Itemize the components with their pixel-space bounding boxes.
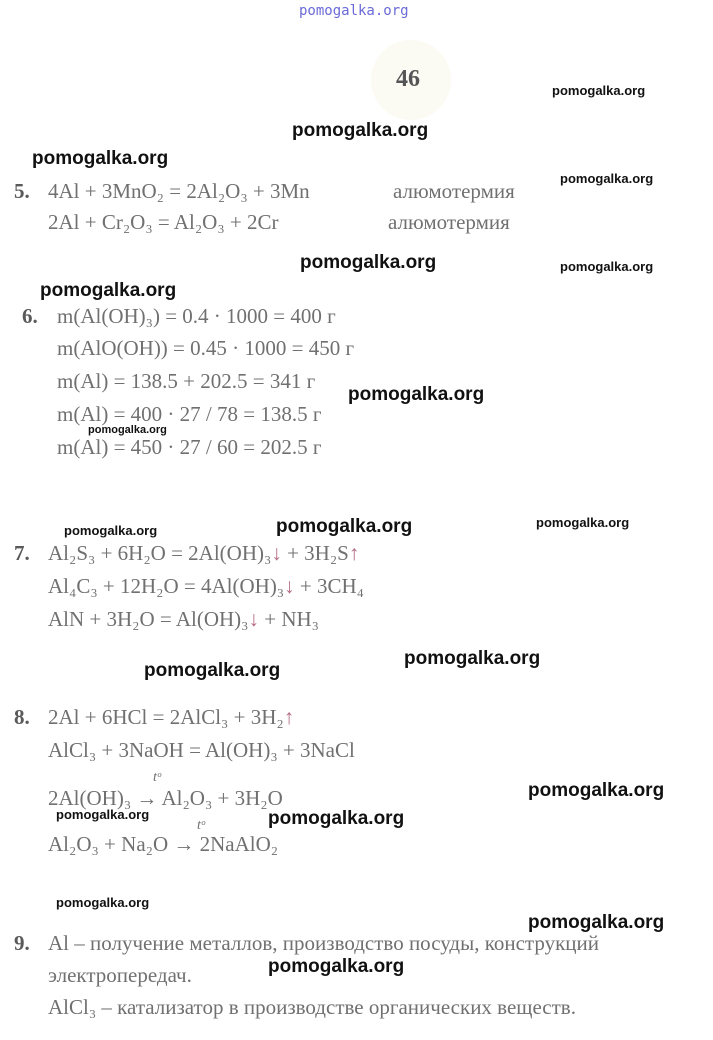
ex5-number: 5.: [14, 179, 30, 203]
watermark: pomogalka.org: [268, 956, 405, 977]
ex6-line-3: m(Al) = 138.5 + 202.5 = 341 г: [57, 369, 316, 393]
ex5-equation-1: 4Al + 3MnO₂ = 2Al₂O₃ + 3Mn: [48, 179, 310, 203]
page-number: 46: [396, 66, 420, 92]
watermark-top: pomogalka.org: [299, 3, 409, 19]
watermark: pomogalka.org: [88, 424, 167, 436]
precipitate-arrow: ↓: [284, 574, 295, 598]
precipitate-arrow: ↓: [248, 607, 259, 631]
ex8-equation-3: 2Al(OH)₃ → Al₂O₃ + 3H₂O: [48, 786, 283, 810]
watermark: pomogalka.org: [528, 780, 665, 801]
watermark: pomogalka.org: [292, 120, 429, 141]
watermark: pomogalka.org: [268, 808, 405, 829]
ex9-line-1: Al – получение металлов, производство посуды, конструкций: [48, 931, 599, 955]
ex9-number: 9.: [14, 931, 30, 955]
watermark: pomogalka.org: [276, 516, 413, 537]
ex6-line-4: m(Al) = 400 · 27 / 78 = 138.5 г: [57, 402, 322, 426]
watermark: pomogalka.org: [40, 280, 177, 301]
ex8-number: 8.: [14, 705, 30, 729]
ex7-equation-1: Al₂S₃ + 6H₂O = 2Al(OH)₃↓ + 3H₂S↑: [48, 541, 360, 565]
watermark: pomogalka.org: [536, 515, 630, 530]
ex6-number: 6.: [22, 304, 38, 328]
ex5-note-1: алюмотермия: [393, 179, 515, 203]
ex9-line-2: электропередач.: [48, 963, 192, 987]
heat-condition: tᵒ: [197, 818, 205, 833]
gas-arrow: ↑: [283, 705, 295, 729]
ex8-equation-4: Al₂O₃ + Na₂O → 2NaAlO₂: [48, 832, 279, 856]
reaction-arrow: →: [173, 832, 195, 856]
precipitate-arrow: ↓: [271, 541, 282, 565]
gas-arrow: ↑: [348, 541, 360, 565]
watermark: pomogalka.org: [552, 83, 646, 98]
watermark: pomogalka.org: [348, 384, 485, 405]
watermark: pomogalka.org: [560, 259, 654, 274]
ex6-line-5: m(Al) = 450 · 27 / 60 = 202.5 г: [57, 435, 322, 459]
reaction-arrow: →: [136, 786, 158, 810]
heat-condition: tᵒ: [153, 770, 161, 785]
ex5-equation-2: 2Al + Cr₂O₃ = Al₂O₃ + 2Cr: [48, 210, 279, 234]
watermark: pomogalka.org: [300, 252, 437, 273]
watermark: pomogalka.org: [560, 171, 654, 186]
ex6-line-1: m(Al(OH)₃) = 0.4 · 1000 = 400 г: [57, 304, 336, 328]
ex7-number: 7.: [14, 541, 30, 565]
ex9-line-3: AlCl₃ – катализатор в производстве органических веществ.: [48, 995, 576, 1019]
ex8-equation-2: AlCl₃ + 3NaOH = Al(OH)₃ + 3NaCl: [48, 738, 355, 762]
watermark: pomogalka.org: [528, 912, 665, 933]
ex7-equation-2: Al₄C₃ + 12H₂O = 4Al(OH)₃↓ + 3CH₄: [48, 574, 364, 598]
ex6-line-2: m(AlO(OH)) = 0.45 · 1000 = 450 г: [57, 336, 355, 360]
watermark: pomogalka.org: [144, 660, 281, 681]
watermark: pomogalka.org: [56, 895, 150, 910]
watermark: pomogalka.org: [32, 148, 169, 169]
ex5-note-2: алюмотермия: [388, 210, 510, 234]
watermark: pomogalka.org: [404, 648, 541, 669]
watermark: pomogalka.org: [64, 523, 158, 538]
ex7-equation-3: AlN + 3H₂O = Al(OH)₃↓ + NH₃: [48, 607, 319, 631]
ex8-equation-1: 2Al + 6HCl = 2AlCl₃ + 3H₂↑: [48, 705, 295, 729]
watermark: pomogalka.org: [56, 807, 150, 822]
